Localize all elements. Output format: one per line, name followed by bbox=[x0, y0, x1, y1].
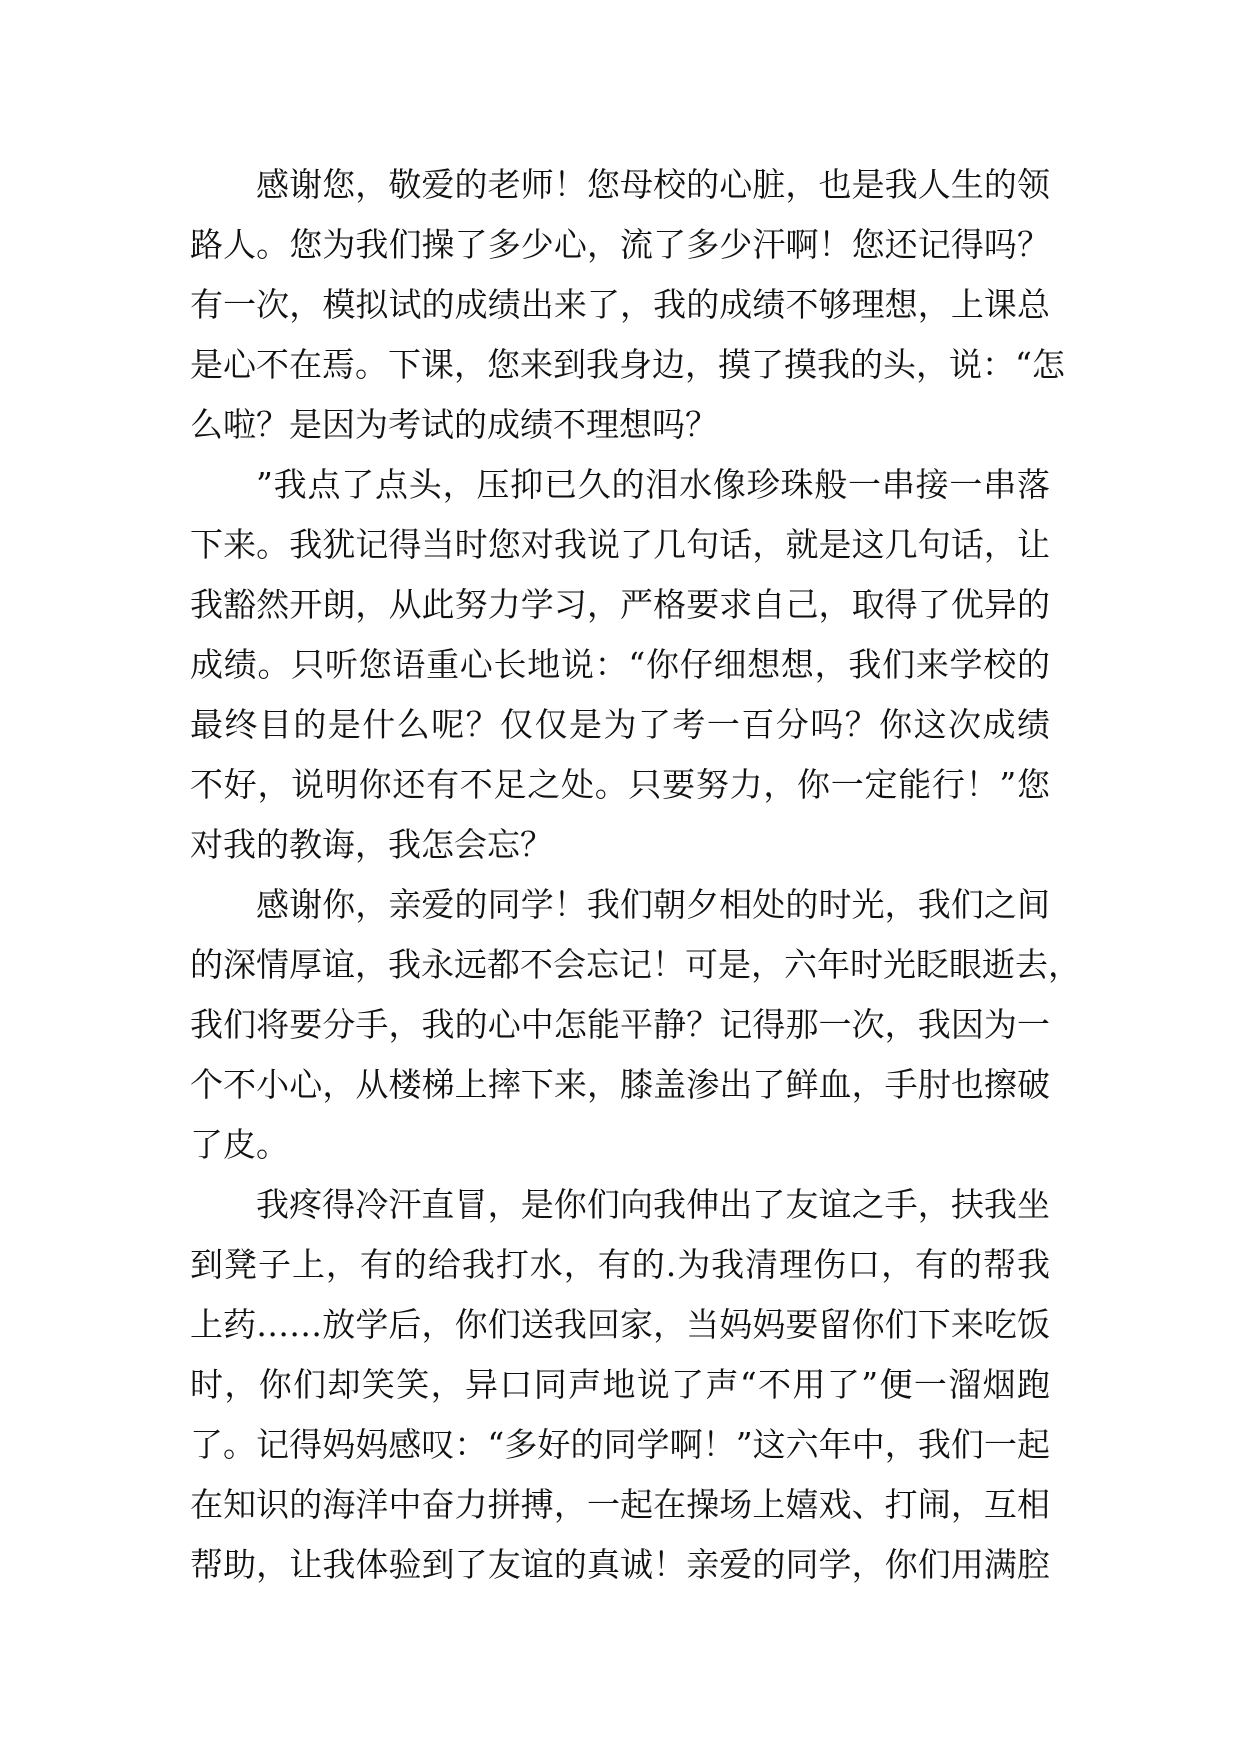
text-line: 感谢您，敬爱的老师！您母校的心脏，也是我人生的领 bbox=[256, 165, 1050, 204]
text-line: 么啦？是因为考试的成绩不理想吗？ bbox=[190, 405, 718, 444]
text-line: 路人。您为我们操了多少心，流了多少汗啊！您还记得吗？ bbox=[190, 225, 1050, 264]
text-line: 成绩。只听您语重心长地说：“你仔细想想，我们来学校的 bbox=[190, 645, 1050, 684]
text-line: 了皮。 bbox=[190, 1125, 289, 1164]
text-line: 是心不在焉。下课，您来到我身边，摸了摸我的头，说：“怎 bbox=[190, 345, 1065, 384]
text-line: 我们将要分手，我的心中怎能平静？记得那一次，我因为一 bbox=[190, 1005, 1050, 1044]
text-line: 不好，说明你还有不足之处。只要努力，你一定能行！”您 bbox=[190, 765, 1050, 804]
text-line: 上药……放学后，你们送我回家，当妈妈要留你们下来吃饭 bbox=[190, 1305, 1050, 1344]
text-line: 在知识的海洋中奋力拼搏，一起在操场上嬉戏、打闹，互相 bbox=[190, 1485, 1050, 1524]
text-line: 时，你们却笑笑，异口同声地说了声“不用了”便一溜烟跑 bbox=[190, 1365, 1050, 1404]
text-line: 我豁然开朗，从此努力学习，严格要求自己，取得了优异的 bbox=[190, 585, 1050, 624]
text-line: 最终目的是什么呢？仅仅是为了考一百分吗？你这次成绩 bbox=[190, 705, 1050, 744]
text-line: 对我的教诲，我怎会忘？ bbox=[190, 825, 553, 864]
text-line: 有一次，模拟试的成绩出来了，我的成绩不够理想，上课总 bbox=[190, 285, 1050, 324]
body-text bbox=[190, 155, 1081, 1595]
text-line: 我疼得冷汗直冒，是你们向我伸出了友谊之手，扶我坐 bbox=[256, 1185, 1050, 1224]
text-line: ”我点了点头，压抑已久的泪水像珍珠般一串接一串落 bbox=[256, 465, 1050, 504]
text-line: 到凳子上，有的给我打水，有的.为我清理伤口，有的帮我 bbox=[190, 1245, 1050, 1284]
text-line: 了。记得妈妈感叹：“多好的同学啊！”这六年中，我们一起 bbox=[190, 1425, 1050, 1464]
text-line: 帮助，让我体验到了友谊的真诚！亲爱的同学，你们用满腔 bbox=[190, 1545, 1050, 1584]
text-line: 下来。我犹记得当时您对我说了几句话，就是这几句话，让 bbox=[190, 525, 1050, 564]
text-line: 个不小心，从楼梯上摔下来，膝盖渗出了鲜血，手肘也擦破 bbox=[190, 1065, 1050, 1104]
text-line: 的深情厚谊，我永远都不会忘记！可是，六年时光眨眼逝去， bbox=[190, 945, 1081, 984]
text-line: 感谢你，亲爱的同学！我们朝夕相处的时光，我们之间 bbox=[256, 885, 1050, 924]
